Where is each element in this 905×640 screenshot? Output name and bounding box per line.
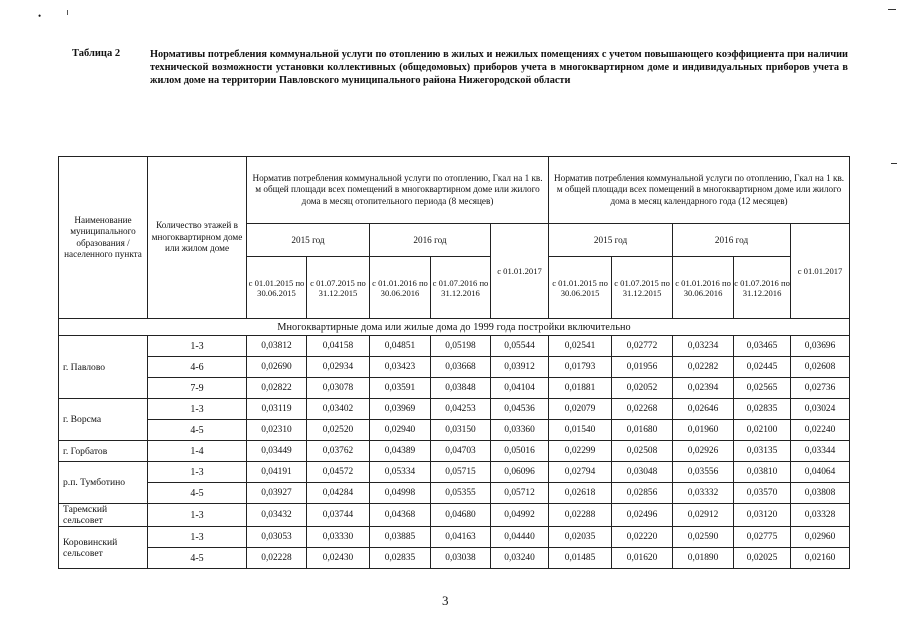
norm-value-cell: 0,02052 <box>612 378 673 399</box>
norm-value-cell: 0,03927 <box>247 483 307 504</box>
header-period: с 01.07.2016 по 31.12.2016 <box>431 257 491 319</box>
norm-value-cell: 0,03038 <box>431 548 491 569</box>
norm-value-cell: 0,02445 <box>734 357 791 378</box>
norm-value-cell: 0,04440 <box>491 527 549 548</box>
municipality-name: Коровинский сельсовет <box>59 527 148 569</box>
norms-table <box>58 156 850 569</box>
table-row <box>59 483 850 504</box>
scan-dash <box>888 9 896 10</box>
norm-value-cell: 0,01540 <box>549 420 612 441</box>
norm-value-cell: 0,02822 <box>247 378 307 399</box>
header-year-2016: 2016 год <box>370 224 491 257</box>
norm-value-cell: 0,02288 <box>549 504 612 527</box>
table-row <box>59 420 850 441</box>
norm-value-cell: 0,01620 <box>612 548 673 569</box>
page-number: 3 <box>442 593 449 608</box>
norm-value-cell: 0,02775 <box>734 527 791 548</box>
norm-value-cell: 0,03328 <box>791 504 850 527</box>
norm-value-cell: 0,04253 <box>431 399 491 420</box>
norm-value-cell: 0,02835 <box>370 548 431 569</box>
norm-value-cell: 0,02541 <box>549 336 612 357</box>
scan-dash <box>891 163 897 164</box>
header-floors: Количество этажей в многоквартирном доме или жилом доме <box>148 157 247 319</box>
norm-value-cell: 0,03423 <box>370 357 431 378</box>
municipality-name: г. Горбатов <box>59 441 148 462</box>
norm-value-cell: 0,02960 <box>791 527 850 548</box>
norm-value-cell: 0,04851 <box>370 336 431 357</box>
header-municipality: Наименование муниципального образования / населенного пункта <box>59 157 148 319</box>
header-from-2017: с 01.01.2017 <box>791 224 850 319</box>
norm-value-cell: 0,01881 <box>549 378 612 399</box>
norm-value-cell: 0,03234 <box>673 336 734 357</box>
norm-value-cell: 0,02565 <box>734 378 791 399</box>
norm-value-cell: 0,02590 <box>673 527 734 548</box>
table-row <box>59 548 850 569</box>
section-title: Многоквартирные дома или жилые дома до 1999 года постройки включительно <box>59 319 850 336</box>
norm-value-cell: 0,04368 <box>370 504 431 527</box>
table-row <box>59 462 850 483</box>
norm-value-cell: 0,03744 <box>307 504 370 527</box>
norm-value-cell: 0,03808 <box>791 483 850 504</box>
norm-value-cell: 0,04536 <box>491 399 549 420</box>
norm-value-cell: 0,02160 <box>791 548 850 569</box>
norm-value-cell: 0,04998 <box>370 483 431 504</box>
norm-value-cell: 0,02618 <box>549 483 612 504</box>
norm-value-cell: 0,04064 <box>791 462 850 483</box>
norm-value-cell: 0,02912 <box>673 504 734 527</box>
norm-value-cell: 0,01485 <box>549 548 612 569</box>
norm-value-cell: 0,05715 <box>431 462 491 483</box>
floors-cell: 1-3 <box>148 504 247 527</box>
norm-value-cell: 0,02268 <box>612 399 673 420</box>
floors-cell: 1-3 <box>148 527 247 548</box>
norm-value-cell: 0,02394 <box>673 378 734 399</box>
norm-value-cell: 0,02310 <box>247 420 307 441</box>
norm-value-cell: 0,06096 <box>491 462 549 483</box>
norm-value-cell: 0,03344 <box>791 441 850 462</box>
norm-value-cell: 0,04992 <box>491 504 549 527</box>
norm-value-cell: 0,02240 <box>791 420 850 441</box>
norm-value-cell: 0,03556 <box>673 462 734 483</box>
norm-value-cell: 0,02926 <box>673 441 734 462</box>
table-row <box>59 378 850 399</box>
norm-value-cell: 0,02835 <box>734 399 791 420</box>
header-from-2017: с 01.01.2017 <box>491 224 549 319</box>
norm-value-cell: 0,03969 <box>370 399 431 420</box>
norm-value-cell: 0,04191 <box>247 462 307 483</box>
floors-cell: 1-3 <box>148 462 247 483</box>
norm-value-cell: 0,03024 <box>791 399 850 420</box>
norm-value-cell: 0,04703 <box>431 441 491 462</box>
floors-cell: 1-4 <box>148 441 247 462</box>
norm-value-cell: 0,03465 <box>734 336 791 357</box>
header-year-2015: 2015 год <box>549 224 673 257</box>
norm-value-cell: 0,03570 <box>734 483 791 504</box>
norm-value-cell: 0,03402 <box>307 399 370 420</box>
norm-value-cell: 0,03078 <box>307 378 370 399</box>
header-group-calendar-year: Норматив потребления коммунальной услуги по отоплению, Гкал на 1 кв. м общей площади всех помещений в многоквартирном доме или жилого дома в месяц календарного года (12 месяцев) <box>549 157 850 224</box>
norm-value-cell: 0,04389 <box>370 441 431 462</box>
norm-value-cell: 0,02520 <box>307 420 370 441</box>
floors-cell: 1-3 <box>148 399 247 420</box>
norm-value-cell: 0,02772 <box>612 336 673 357</box>
table-row <box>59 527 850 548</box>
norm-value-cell: 0,01793 <box>549 357 612 378</box>
norm-value-cell: 0,02508 <box>612 441 673 462</box>
norm-value-cell: 0,01680 <box>612 420 673 441</box>
norm-value-cell: 0,04572 <box>307 462 370 483</box>
table-row <box>59 504 850 527</box>
norm-value-cell: 0,04284 <box>307 483 370 504</box>
header-period: с 01.01.2016 по 30.06.2016 <box>370 257 431 319</box>
municipality-name: р.п. Тумботино <box>59 462 148 504</box>
norm-value-cell: 0,02100 <box>734 420 791 441</box>
header-period: с 01.01.2016 по 30.06.2016 <box>673 257 734 319</box>
norm-value-cell: 0,04680 <box>431 504 491 527</box>
header-period: с 01.07.2016 по 31.12.2016 <box>734 257 791 319</box>
norm-value-cell: 0,05334 <box>370 462 431 483</box>
norm-value-cell: 0,03432 <box>247 504 307 527</box>
norm-value-cell: 0,02736 <box>791 378 850 399</box>
norm-value-cell: 0,04158 <box>307 336 370 357</box>
table-row <box>59 357 850 378</box>
norm-value-cell: 0,05198 <box>431 336 491 357</box>
municipality-name: г. Ворсма <box>59 399 148 441</box>
header-year-2016: 2016 год <box>673 224 791 257</box>
norm-value-cell: 0,05016 <box>491 441 549 462</box>
floors-cell: 1-3 <box>148 336 247 357</box>
norm-value-cell: 0,02690 <box>247 357 307 378</box>
norm-value-cell: 0,02299 <box>549 441 612 462</box>
norm-value-cell: 0,03135 <box>734 441 791 462</box>
norm-value-cell: 0,01956 <box>612 357 673 378</box>
table-row <box>59 441 850 462</box>
norm-value-cell: 0,03120 <box>734 504 791 527</box>
norm-value-cell: 0,02934 <box>307 357 370 378</box>
scan-tick <box>67 10 68 15</box>
norm-value-cell: 0,02856 <box>612 483 673 504</box>
norm-value-cell: 0,02079 <box>549 399 612 420</box>
header-group-heating-period: Норматив потребления коммунальной услуги по отоплению, Гкал на 1 кв. м общей площади всех помещений в многоквартирном доме или жилого дома в месяц отопительного периода (8 месяцев) <box>247 157 549 224</box>
norm-value-cell: 0,03048 <box>612 462 673 483</box>
municipality-name: Таремский сельсовет <box>59 504 148 527</box>
table-row <box>59 399 850 420</box>
norm-value-cell: 0,02496 <box>612 504 673 527</box>
header-period: с 01.07.2015 по 31.12.2015 <box>307 257 370 319</box>
norm-value-cell: 0,03810 <box>734 462 791 483</box>
header-year-2015: 2015 год <box>247 224 370 257</box>
norm-value-cell: 0,03119 <box>247 399 307 420</box>
norm-value-cell: 0,01960 <box>673 420 734 441</box>
norm-value-cell: 0,03150 <box>431 420 491 441</box>
norm-value-cell: 0,03360 <box>491 420 549 441</box>
norm-value-cell: 0,03332 <box>673 483 734 504</box>
norm-value-cell: 0,02025 <box>734 548 791 569</box>
floors-cell: 4-5 <box>148 420 247 441</box>
floors-cell: 4-5 <box>148 483 247 504</box>
norm-value-cell: 0,03696 <box>791 336 850 357</box>
norm-value-cell: 0,03449 <box>247 441 307 462</box>
floors-cell: 4-5 <box>148 548 247 569</box>
floors-cell: 7-9 <box>148 378 247 399</box>
norm-value-cell: 0,02608 <box>791 357 850 378</box>
table-row <box>59 336 850 357</box>
table-title: Нормативы потребления коммунальной услуги по отоплению в жилых и нежилых помещениях с учетом повышающего коэффициента при наличии технической возможности установки коллективных (общедомовых) приборов учета в многоквартирном доме и индивидуальных приборов учета в жилом доме на территории Павловского муниципального района Нижегородской области <box>150 49 848 87</box>
header-period: с 01.01.2015 по 30.06.2015 <box>247 257 307 319</box>
scan-mark: • <box>38 11 42 21</box>
norm-value-cell: 0,02940 <box>370 420 431 441</box>
norm-value-cell: 0,01890 <box>673 548 734 569</box>
norm-value-cell: 0,02282 <box>673 357 734 378</box>
norm-value-cell: 0,03885 <box>370 527 431 548</box>
floors-cell: 4-6 <box>148 357 247 378</box>
norm-value-cell: 0,03912 <box>491 357 549 378</box>
norm-value-cell: 0,03812 <box>247 336 307 357</box>
norm-value-cell: 0,04104 <box>491 378 549 399</box>
header-period: с 01.07.2015 по 31.12.2015 <box>612 257 673 319</box>
norm-value-cell: 0,03591 <box>370 378 431 399</box>
header-period: с 01.01.2015 по 30.06.2015 <box>549 257 612 319</box>
norm-value-cell: 0,05544 <box>491 336 549 357</box>
norm-value-cell: 0,02646 <box>673 399 734 420</box>
norm-value-cell: 0,02794 <box>549 462 612 483</box>
norm-value-cell: 0,03668 <box>431 357 491 378</box>
norm-value-cell: 0,03330 <box>307 527 370 548</box>
norm-value-cell: 0,03848 <box>431 378 491 399</box>
norm-value-cell: 0,02035 <box>549 527 612 548</box>
table-label: Таблица 2 <box>72 48 121 59</box>
norm-value-cell: 0,03762 <box>307 441 370 462</box>
norm-value-cell: 0,03053 <box>247 527 307 548</box>
norm-value-cell: 0,05355 <box>431 483 491 504</box>
norm-value-cell: 0,03240 <box>491 548 549 569</box>
norm-value-cell: 0,04163 <box>431 527 491 548</box>
norm-value-cell: 0,02220 <box>612 527 673 548</box>
norm-value-cell: 0,02228 <box>247 548 307 569</box>
norm-value-cell: 0,02430 <box>307 548 370 569</box>
municipality-name: г. Павлово <box>59 336 148 399</box>
norm-value-cell: 0,05712 <box>491 483 549 504</box>
